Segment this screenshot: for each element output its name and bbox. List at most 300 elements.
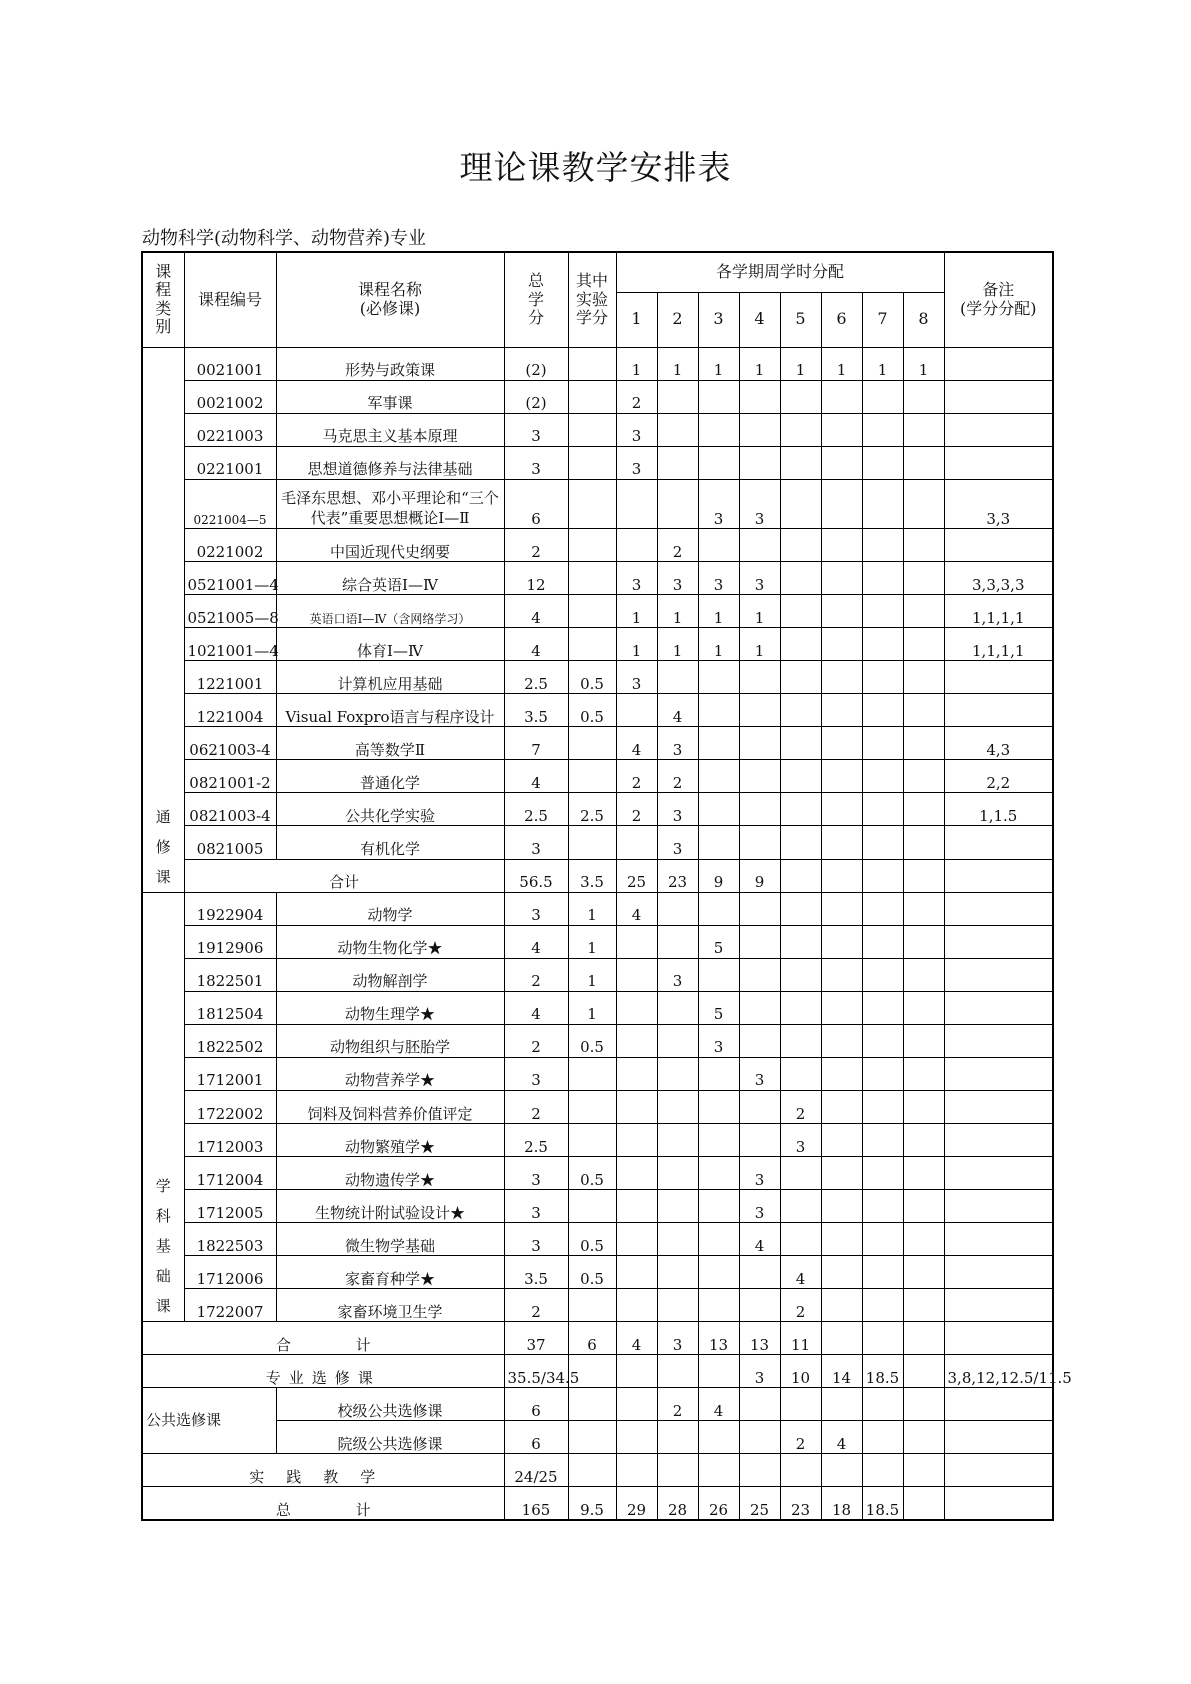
credit-cell: 3 [504, 1222, 568, 1255]
semester-5-cell [780, 446, 821, 479]
semester-5-cell [780, 1156, 821, 1189]
table-row [142, 529, 1053, 562]
course-name-cell: 生物统计附试验设计★ [276, 1189, 504, 1222]
semester-4-cell: 1 [739, 595, 780, 628]
lab-credit-cell [568, 347, 616, 380]
header-semester-2: 2 [657, 292, 698, 347]
semester-6-cell [821, 413, 862, 446]
course-name-cell: 动物生物化学★ [276, 925, 504, 958]
practice-row [142, 1454, 1053, 1487]
credit-cell: 2.5 [504, 661, 568, 694]
table-row [142, 562, 1053, 595]
semester-2-cell: 1 [657, 628, 698, 661]
lab-credit-cell: 0.5 [568, 1255, 616, 1288]
course-name-cell: 毛泽东思想、邓小平理论和“三个代表”重要思想概论Ⅰ—Ⅱ [276, 479, 504, 529]
semester-2-cell [657, 661, 698, 694]
semester-5-cell [780, 1388, 821, 1421]
semester-4-cell [739, 380, 780, 413]
semester-6-cell [821, 1454, 862, 1487]
semester-7-cell: 1 [862, 347, 903, 380]
semester-3-cell [698, 1354, 739, 1387]
semester-3-cell [698, 892, 739, 925]
course-code-cell: 1822503 [184, 1222, 276, 1255]
header-semester-8: 8 [903, 292, 944, 347]
semester-7-cell [862, 1288, 903, 1321]
header-semester-4: 4 [739, 292, 780, 347]
semester-3-cell [698, 1090, 739, 1123]
table-row [142, 991, 1053, 1024]
lab-credit-cell: 1 [568, 958, 616, 991]
table-row [142, 628, 1053, 661]
semester-4-cell [739, 694, 780, 727]
semester-1-cell: 3 [616, 562, 657, 595]
semester-3-cell [698, 958, 739, 991]
semester-7-cell [862, 826, 903, 859]
semester-8-cell [903, 1354, 944, 1387]
credit-cell: 4 [504, 925, 568, 958]
lab-credit-cell [568, 479, 616, 529]
credit-cell: 37 [504, 1321, 568, 1354]
public-elective-sub-label: 院级公共选修课 [276, 1421, 504, 1454]
table-row [142, 1123, 1053, 1156]
credit-cell: 3.5 [504, 694, 568, 727]
semester-3-cell [698, 661, 739, 694]
semester-3-cell [698, 529, 739, 562]
table-row [142, 1024, 1053, 1057]
semester-1-cell [616, 826, 657, 859]
course-name-cell: 普通化学 [276, 760, 504, 793]
semester-2-cell [657, 1156, 698, 1189]
credit-cell: (2) [504, 380, 568, 413]
semester-5-cell: 10 [780, 1354, 821, 1387]
semester-7-cell [862, 1024, 903, 1057]
semester-4-cell [739, 760, 780, 793]
semester-7-cell [862, 529, 903, 562]
semester-7-cell [862, 991, 903, 1024]
semester-3-cell: 4 [698, 1388, 739, 1421]
table-row [142, 1057, 1053, 1090]
practice-label: 实践教学 [142, 1454, 504, 1487]
semester-2-cell [657, 1090, 698, 1123]
semester-6-cell [821, 1288, 862, 1321]
semester-8-cell [903, 1421, 944, 1454]
semester-3-cell: 5 [698, 991, 739, 1024]
semester-7-cell [862, 1388, 903, 1421]
note-cell [944, 1057, 1053, 1090]
semester-4-cell [739, 1288, 780, 1321]
header-category: 课程类别 [142, 252, 184, 347]
semester-3-cell [698, 1057, 739, 1090]
semester-1-cell: 3 [616, 446, 657, 479]
semester-8-cell [903, 859, 944, 892]
credit-cell: 3 [504, 413, 568, 446]
course-code-cell: 0221002 [184, 529, 276, 562]
semester-7-cell: 18.5 [862, 1487, 903, 1520]
semester-2-cell [657, 1222, 698, 1255]
semester-7-cell [862, 380, 903, 413]
semester-7-cell [862, 1123, 903, 1156]
note-cell [944, 1454, 1053, 1487]
course-name-cell: 形势与政策课 [276, 347, 504, 380]
semester-3-cell [698, 1454, 739, 1487]
credit-cell: 2.5 [504, 1123, 568, 1156]
semester-3-cell [698, 413, 739, 446]
course-name-cell: 家畜环境卫生学 [276, 1288, 504, 1321]
semester-5-cell [780, 529, 821, 562]
semester-5-cell [780, 793, 821, 826]
table-row [142, 793, 1053, 826]
note-cell [944, 1156, 1053, 1189]
lab-credit-cell [568, 1123, 616, 1156]
semester-5-cell [780, 413, 821, 446]
semester-8-cell [903, 694, 944, 727]
table-row [142, 1189, 1053, 1222]
subtotal-row [142, 859, 1053, 892]
lab-credit-cell: 0.5 [568, 1156, 616, 1189]
credit-cell: 12 [504, 562, 568, 595]
semester-8-cell [903, 380, 944, 413]
lab-credit-cell: 1 [568, 892, 616, 925]
semester-1-cell: 1 [616, 347, 657, 380]
note-cell [944, 892, 1053, 925]
semester-4-cell [739, 991, 780, 1024]
semester-7-cell [862, 1255, 903, 1288]
semester-2-cell: 1 [657, 595, 698, 628]
semester-5-cell [780, 892, 821, 925]
semester-8-cell [903, 628, 944, 661]
note-cell [944, 1090, 1053, 1123]
lab-credit-cell: 0.5 [568, 694, 616, 727]
semester-6-cell: 14 [821, 1354, 862, 1387]
semester-4-cell [739, 1255, 780, 1288]
course-code-cell: 0021001 [184, 347, 276, 380]
lab-credit-cell [568, 760, 616, 793]
semester-4-cell [739, 958, 780, 991]
semester-2-cell [657, 1288, 698, 1321]
semester-2-cell [657, 925, 698, 958]
semester-1-cell [616, 1189, 657, 1222]
grand-total-row [142, 1487, 1053, 1520]
note-cell [944, 1123, 1053, 1156]
table-row [142, 958, 1053, 991]
semester-4-cell [739, 1090, 780, 1123]
lab-credit-cell [568, 413, 616, 446]
credit-cell: 3 [504, 1189, 568, 1222]
semester-5-cell [780, 1057, 821, 1090]
course-code-cell: 0521005—8 [184, 595, 276, 628]
course-code-cell: 1812504 [184, 991, 276, 1024]
semester-6-cell [821, 562, 862, 595]
table-row [142, 1288, 1053, 1321]
semester-4-cell [739, 446, 780, 479]
semester-6-cell [821, 628, 862, 661]
semester-1-cell [616, 529, 657, 562]
course-code-cell: 0521001—4 [184, 562, 276, 595]
table-row [142, 446, 1053, 479]
semester-2-cell [657, 1354, 698, 1387]
lab-credit-cell [568, 1288, 616, 1321]
lab-credit-cell [568, 1189, 616, 1222]
semester-8-cell [903, 1090, 944, 1123]
credit-cell: 3 [504, 1057, 568, 1090]
table-row [142, 826, 1053, 859]
credit-cell: 2 [504, 1288, 568, 1321]
course-code-cell: 1912906 [184, 925, 276, 958]
semester-7-cell [862, 694, 903, 727]
semester-5-cell [780, 1454, 821, 1487]
semester-8-cell [903, 760, 944, 793]
lab-credit-cell: 1 [568, 925, 616, 958]
credit-cell: 56.5 [504, 859, 568, 892]
semester-1-cell: 4 [616, 892, 657, 925]
semester-5-cell [780, 1222, 821, 1255]
course-code-cell: 0821005 [184, 826, 276, 859]
note-cell: 1,1,1,1 [944, 595, 1053, 628]
semester-2-cell: 2 [657, 529, 698, 562]
semester-6-cell [821, 694, 862, 727]
semester-4-cell: 13 [739, 1321, 780, 1354]
note-cell [944, 347, 1053, 380]
semester-8-cell [903, 826, 944, 859]
semester-5-cell [780, 958, 821, 991]
semester-4-cell [739, 892, 780, 925]
semester-1-cell [616, 1057, 657, 1090]
course-code-cell: 1712005 [184, 1189, 276, 1222]
note-cell: 3,3 [944, 479, 1053, 529]
semester-8-cell [903, 1222, 944, 1255]
lab-credit-cell [568, 529, 616, 562]
semester-7-cell [862, 892, 903, 925]
table-row [142, 727, 1053, 760]
header-semester-7: 7 [862, 292, 903, 347]
major-subtitle: 动物科学(动物科学、动物营养)专业 [142, 228, 427, 249]
credit-cell: 6 [504, 1388, 568, 1421]
semester-2-cell: 4 [657, 694, 698, 727]
credit-cell: 35.5/34.5 [504, 1354, 568, 1387]
credit-cell: 3 [504, 892, 568, 925]
note-cell [944, 1421, 1053, 1454]
course-code-cell: 1221004 [184, 694, 276, 727]
semester-3-cell: 3 [698, 562, 739, 595]
semester-2-cell [657, 1454, 698, 1487]
lab-credit-cell [568, 1057, 616, 1090]
note-cell [944, 1024, 1053, 1057]
semester-1-cell [616, 1222, 657, 1255]
semester-5-cell: 2 [780, 1288, 821, 1321]
semester-5-cell [780, 628, 821, 661]
semester-6-cell [821, 1255, 862, 1288]
course-name-cell: 动物营养学★ [276, 1057, 504, 1090]
semester-3-cell: 1 [698, 347, 739, 380]
semester-4-cell: 3 [739, 1189, 780, 1222]
semester-3-cell [698, 1222, 739, 1255]
semester-6-cell [821, 760, 862, 793]
semester-6-cell [821, 727, 862, 760]
semester-5-cell [780, 1024, 821, 1057]
page-title: 理论课教学安排表 [459, 148, 732, 187]
note-cell [944, 661, 1053, 694]
semester-6-cell: 1 [821, 347, 862, 380]
category-label: 通修课 [155, 807, 171, 886]
semester-1-cell: 3 [616, 413, 657, 446]
course-name-cell: 公共化学实验 [276, 793, 504, 826]
note-cell [944, 380, 1053, 413]
semester-6-cell [821, 1057, 862, 1090]
note-cell [944, 1487, 1053, 1520]
semester-6-cell [821, 1024, 862, 1057]
semester-6-cell [821, 1123, 862, 1156]
semester-3-cell: 3 [698, 1024, 739, 1057]
subtotal-label: 合计 [184, 859, 504, 892]
semester-2-cell: 23 [657, 859, 698, 892]
course-name-cell: 动物繁殖学★ [276, 1123, 504, 1156]
semester-5-cell: 3 [780, 1123, 821, 1156]
table-row [142, 925, 1053, 958]
credit-cell: 4 [504, 991, 568, 1024]
grand-total-label: 总 计 [142, 1487, 504, 1520]
semester-4-cell: 3 [739, 1057, 780, 1090]
semester-5-cell [780, 595, 821, 628]
semester-2-cell [657, 991, 698, 1024]
semester-7-cell [862, 1090, 903, 1123]
semester-1-cell [616, 991, 657, 1024]
semester-5-cell: 4 [780, 1255, 821, 1288]
semester-6-cell [821, 661, 862, 694]
semester-6-cell [821, 479, 862, 529]
semester-1-cell: 29 [616, 1487, 657, 1520]
semester-7-cell [862, 562, 903, 595]
semester-5-cell [780, 991, 821, 1024]
semester-6-cell [821, 826, 862, 859]
semester-4-cell: 25 [739, 1487, 780, 1520]
semester-3-cell [698, 1288, 739, 1321]
semester-7-cell [862, 413, 903, 446]
elective-label: 专业选修课 [142, 1354, 504, 1387]
semester-5-cell: 1 [780, 347, 821, 380]
semester-1-cell: 2 [616, 380, 657, 413]
lab-credit-cell: 3.5 [568, 859, 616, 892]
credit-cell: 6 [504, 1421, 568, 1454]
note-cell [944, 529, 1053, 562]
semester-5-cell [780, 925, 821, 958]
semester-4-cell [739, 727, 780, 760]
course-name-cell: 动物遗传学★ [276, 1156, 504, 1189]
semester-2-cell: 3 [657, 793, 698, 826]
header-name: 课程名称 (必修课) [276, 252, 504, 347]
semester-5-cell [780, 760, 821, 793]
semester-1-cell: 2 [616, 760, 657, 793]
semester-7-cell [862, 1421, 903, 1454]
semester-5-cell [780, 479, 821, 529]
course-code-cell: 1822501 [184, 958, 276, 991]
semester-4-cell [739, 529, 780, 562]
course-name-cell: 中国近现代史纲要 [276, 529, 504, 562]
note-cell [944, 694, 1053, 727]
course-code-cell: 1712001 [184, 1057, 276, 1090]
header-total-credits: 总学分 [504, 252, 568, 347]
semester-3-cell [698, 727, 739, 760]
semester-3-cell [698, 1156, 739, 1189]
course-name-cell: 家畜育种学★ [276, 1255, 504, 1288]
semester-5-cell: 2 [780, 1090, 821, 1123]
semester-7-cell [862, 925, 903, 958]
semester-1-cell [616, 1388, 657, 1421]
semester-7-cell [862, 628, 903, 661]
semester-2-cell: 3 [657, 826, 698, 859]
semester-7-cell [862, 859, 903, 892]
course-schedule-table [141, 251, 1072, 1521]
course-name-cell: 动物生理学★ [276, 991, 504, 1024]
lab-credit-cell [568, 1388, 616, 1421]
semester-8-cell [903, 1255, 944, 1288]
table-row [142, 479, 1053, 529]
semester-3-cell: 3 [698, 479, 739, 529]
semester-2-cell [657, 1255, 698, 1288]
semester-4-cell [739, 1024, 780, 1057]
semester-1-cell: 2 [616, 793, 657, 826]
semester-1-cell [616, 925, 657, 958]
semester-8-cell [903, 991, 944, 1024]
semester-1-cell [616, 958, 657, 991]
semester-2-cell [657, 1421, 698, 1454]
semester-2-cell [657, 1024, 698, 1057]
note-cell: 2,2 [944, 760, 1053, 793]
semester-1-cell [616, 1354, 657, 1387]
course-name-cell: 有机化学 [276, 826, 504, 859]
semester-3-cell: 1 [698, 595, 739, 628]
public-elective-sub-label: 校级公共选修课 [276, 1388, 504, 1421]
semester-6-cell [821, 446, 862, 479]
semester-1-cell: 4 [616, 727, 657, 760]
lab-credit-cell [568, 1454, 616, 1487]
semester-3-cell: 5 [698, 925, 739, 958]
subtotal-label: 合 计 [142, 1321, 504, 1354]
semester-1-cell [616, 1288, 657, 1321]
credit-cell: 3 [504, 826, 568, 859]
category-label: 学科基础课 [155, 1176, 171, 1315]
header-code: 课程编号 [184, 252, 276, 347]
course-code-cell: 1822502 [184, 1024, 276, 1057]
note-cell: 1,1.5 [944, 793, 1053, 826]
course-code-cell: 1722002 [184, 1090, 276, 1123]
category-cell [142, 892, 184, 1321]
course-code-cell: 1021001—4 [184, 628, 276, 661]
semester-8-cell [903, 1156, 944, 1189]
lab-credit-cell: 0.5 [568, 1222, 616, 1255]
semester-2-cell [657, 479, 698, 529]
course-name-cell: 计算机应用基础 [276, 661, 504, 694]
semester-6-cell [821, 1090, 862, 1123]
course-code-cell: 0821003-4 [184, 793, 276, 826]
semester-7-cell: 18.5 [862, 1354, 903, 1387]
lab-credit-cell [568, 380, 616, 413]
semester-8-cell [903, 413, 944, 446]
semester-5-cell: 23 [780, 1487, 821, 1520]
credit-cell: 2 [504, 1024, 568, 1057]
credit-cell: 3.5 [504, 1255, 568, 1288]
semester-1-cell: 4 [616, 1321, 657, 1354]
header-note: 备注 (学分分配) [944, 252, 1053, 347]
semester-8-cell [903, 661, 944, 694]
credit-cell: (2) [504, 347, 568, 380]
semester-5-cell [780, 727, 821, 760]
semester-4-cell [739, 413, 780, 446]
semester-7-cell [862, 793, 903, 826]
note-cell: 1,1,1,1 [944, 628, 1053, 661]
semester-6-cell [821, 1321, 862, 1354]
semester-6-cell [821, 793, 862, 826]
semester-5-cell: 11 [780, 1321, 821, 1354]
